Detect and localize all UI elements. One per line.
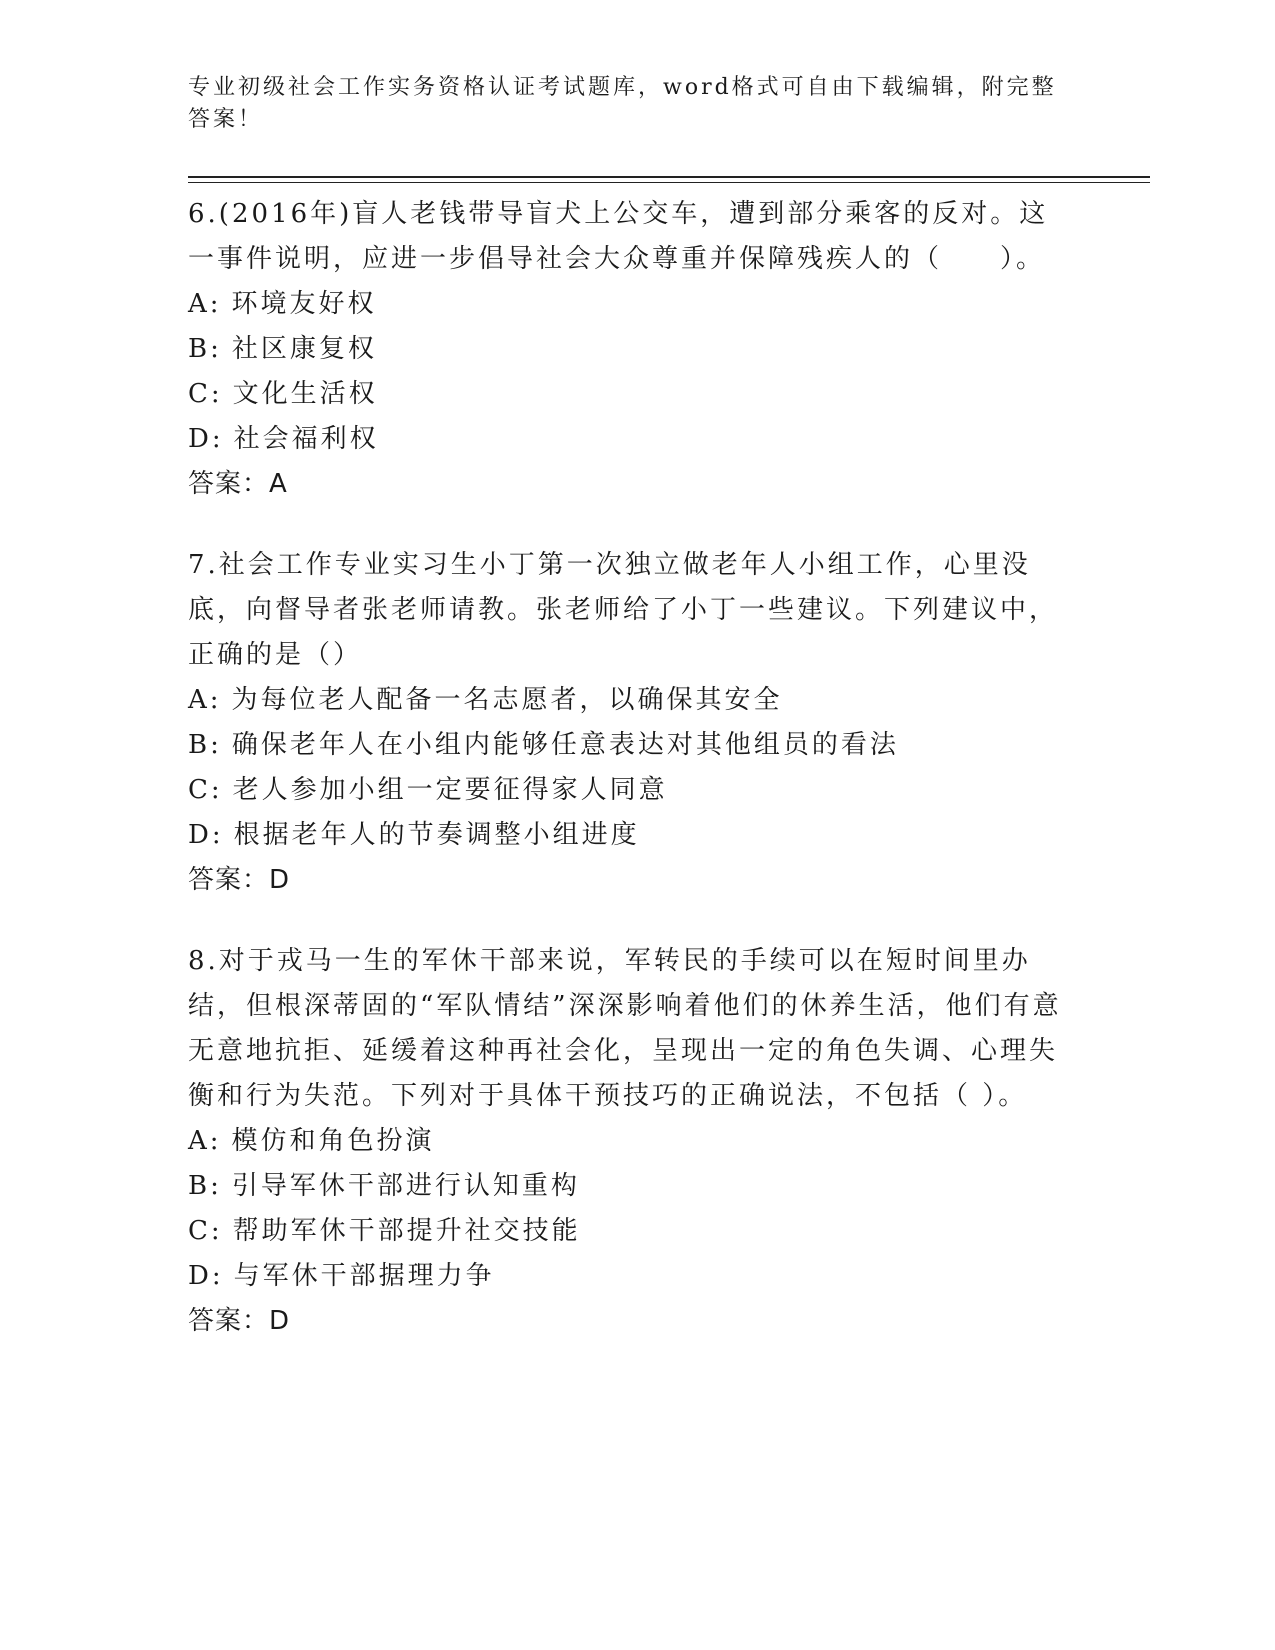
option-b: B: 确保老年人在小组内能够任意表达对其他组员的看法 xyxy=(188,730,899,760)
option-c: C: 帮助军休干部提升社交技能 xyxy=(188,1216,581,1246)
option-text: 为每位老人配备一名志愿者，以确保其安全 xyxy=(231,685,783,715)
option-text: 环境友好权 xyxy=(231,289,377,319)
option-a: A: 环境友好权 xyxy=(188,289,377,319)
option-letter: D xyxy=(188,424,212,454)
option-text: 引导军休干部进行认知重构 xyxy=(231,1171,580,1201)
option-d: D: 与军休干部据理力争 xyxy=(188,1261,495,1291)
answer-label: 答案： xyxy=(188,1306,270,1336)
answer-line xyxy=(188,462,1068,507)
question-stem: 7.社会工作专业实习生小丁第一次独立做老年人小组工作，心里没底，向督导者张老师请教。张老师给了小丁一些建议。下列建议中，正确的是（） xyxy=(188,550,1059,670)
option-d: D: 社会福利权 xyxy=(188,424,379,454)
option-text: 确保老年人在小组内能够任意表达对其他组员的看法 xyxy=(231,730,899,760)
option-a: A: 为每位老人配备一名志愿者，以确保其安全 xyxy=(188,685,783,715)
answer-line xyxy=(188,858,1068,903)
option-a: A: 模仿和角色扮演 xyxy=(188,1126,435,1156)
option-letter: B xyxy=(188,1171,211,1201)
option-d: D: 根据老年人的节奏调整小组进度 xyxy=(188,820,640,850)
question-list xyxy=(188,192,1068,1380)
option-letter: D xyxy=(188,820,212,850)
question-stem: 6.(2016年)盲人老钱带导盲犬上公交车，遭到部分乘客的反对。这一事件说明，应进一步倡导社会大众尊重并保障残疾人的（ ）。 xyxy=(188,199,1049,274)
option-text: 文化生活权 xyxy=(232,379,378,409)
option-b: B: 社区康复权 xyxy=(188,334,377,364)
header-rule-thin xyxy=(188,182,1150,183)
document-header: 专业初级社会工作实务资格认证考试题库，word格式可自由下载编辑，附完整答案！ xyxy=(188,75,1057,132)
option-c: C: 老人参加小组一定要征得家人同意 xyxy=(188,775,668,805)
answer-value: D xyxy=(269,1306,291,1336)
question-stem: 8.对于戎马一生的军休干部来说，军转民的手续可以在短时间里办结，但根深蒂固的“军队情结”深深影响着他们的休养生活，他们有意无意地抗拒、延缓着这种再社会化，呈现出一定的角色失调、心理失衡和行为失范。下列对于具体干预技巧的正确说法，不包括（ ）。 xyxy=(188,946,1062,1111)
answer-value: D xyxy=(269,865,291,895)
question-8 xyxy=(188,939,1068,1344)
option-c: C: 文化生活权 xyxy=(188,379,378,409)
answer-label: 答案： xyxy=(188,865,270,895)
option-letter: C xyxy=(188,1216,211,1246)
option-letter: B xyxy=(188,334,211,364)
header-rule-thick xyxy=(188,176,1150,178)
question-7 xyxy=(188,543,1068,903)
option-text: 根据老年人的节奏调整小组进度 xyxy=(233,820,640,850)
option-text: 帮助军休干部提升社交技能 xyxy=(232,1216,581,1246)
option-letter: A xyxy=(188,685,210,715)
question-6 xyxy=(188,192,1068,507)
option-text: 老人参加小组一定要征得家人同意 xyxy=(232,775,668,805)
answer-line xyxy=(188,1299,1068,1344)
answer-value: A xyxy=(269,469,288,499)
option-text: 社区康复权 xyxy=(231,334,377,364)
option-letter: C xyxy=(188,775,211,805)
option-letter: D xyxy=(188,1261,212,1291)
option-text: 社会福利权 xyxy=(233,424,379,454)
option-b: B: 引导军休干部进行认知重构 xyxy=(188,1171,580,1201)
option-letter: A xyxy=(188,289,210,319)
option-letter: B xyxy=(188,730,211,760)
answer-label: 答案： xyxy=(188,469,270,499)
option-text: 模仿和角色扮演 xyxy=(231,1126,435,1156)
option-letter: A xyxy=(188,1126,210,1156)
option-text: 与军休干部据理力争 xyxy=(233,1261,495,1291)
option-letter: C xyxy=(188,379,211,409)
